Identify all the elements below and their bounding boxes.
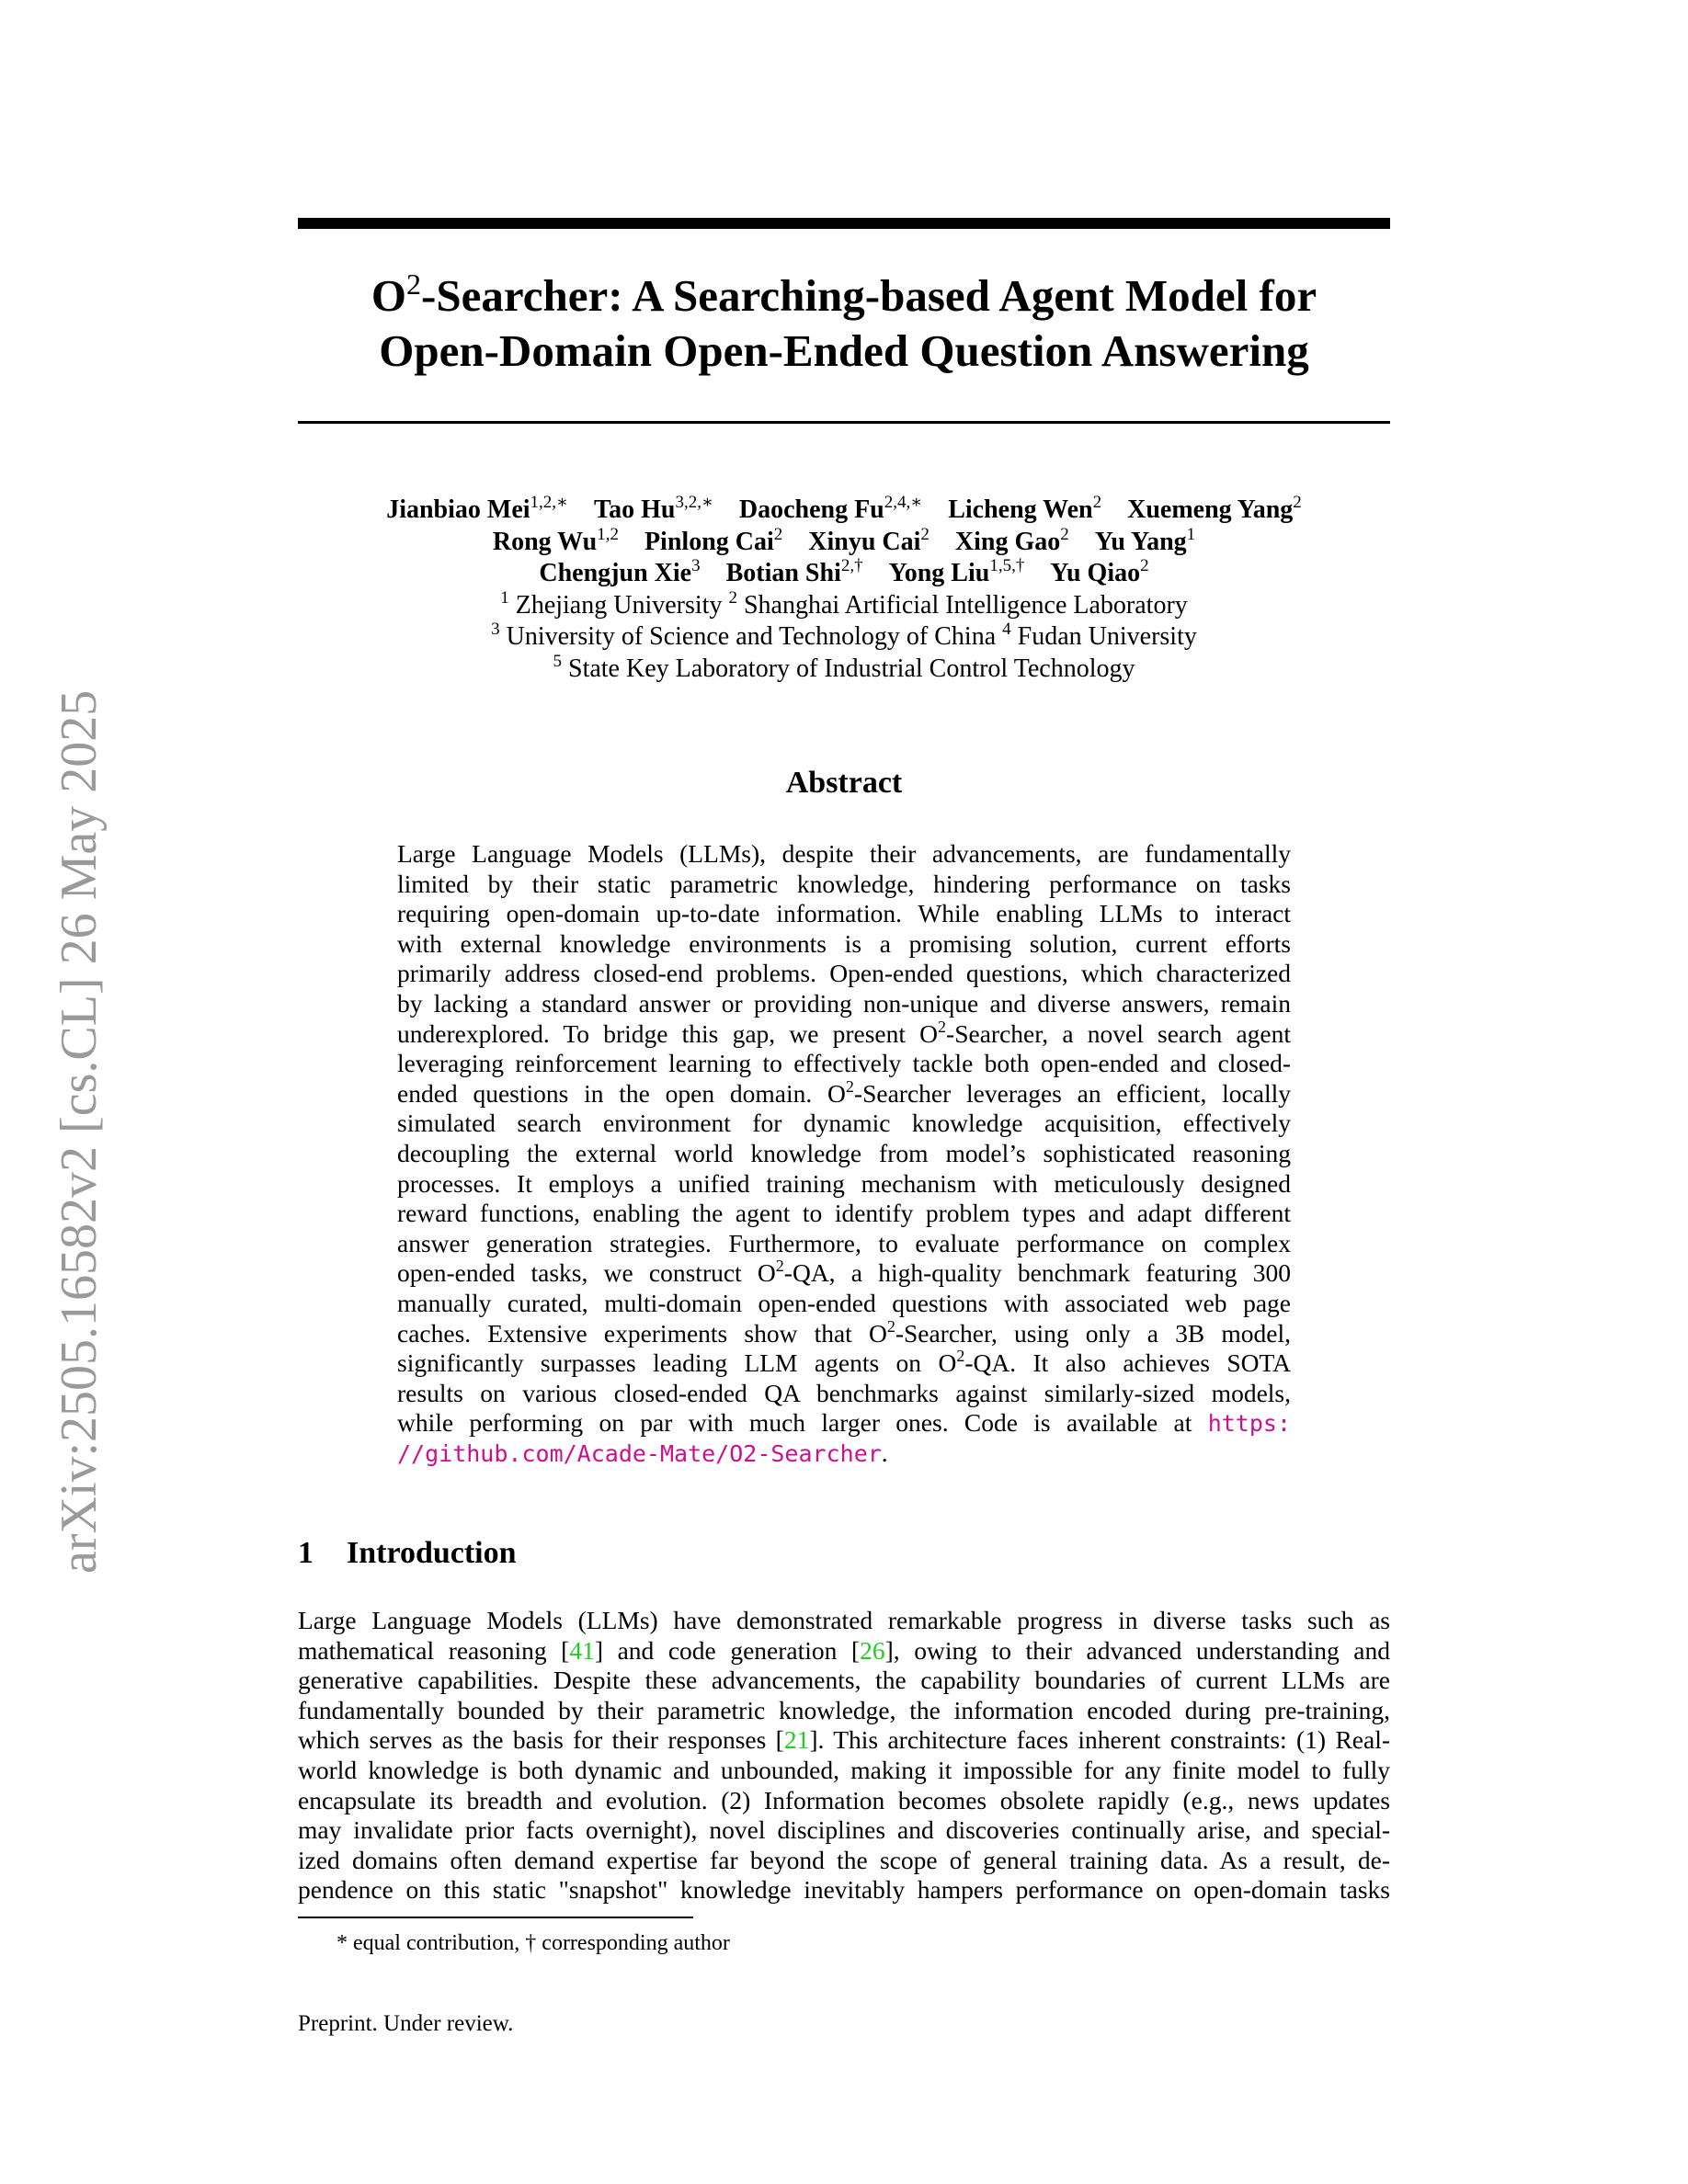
author-name: Rong Wu$^{1,2}$ xyxy=(492,524,619,556)
intro-line: generative capabilities. Despite these advancements, the capability boundaries of current LLMs are xyxy=(298,1666,1390,1695)
title-line-1 xyxy=(298,268,1390,324)
author-row xyxy=(298,495,1390,527)
section-number: 1 xyxy=(298,1536,314,1570)
abstract-line: requiring open-domain up-to-date information. While enabling LLMs to interact xyxy=(397,899,1291,928)
abstract-line: ended questions in the open domain. $O^2$-Searcher leverages an efficient, locally xyxy=(397,1076,1291,1108)
intro-line: mathematical reasoning [41] and code generation [26], owing to their advanced understanding and xyxy=(298,1635,1390,1665)
author-name: Jianbiao Mei$^{1,2,∗}$ xyxy=(386,493,568,524)
affiliation-line xyxy=(298,587,1390,622)
title-bottom-rule xyxy=(298,421,1390,424)
abstract-line: by lacking a standard answer or providing non-unique and diverse answers, remain xyxy=(397,988,1291,1018)
abstract-line: leveraging reinforcement learning to effectively tackle both open-ended and closed- xyxy=(397,1049,1291,1078)
author-affiliation-mark: 2 xyxy=(1140,556,1149,575)
abstract-line: limited by their static parametric knowledge, hindering performance on tasks xyxy=(397,869,1291,898)
author-name: Xing Gao$^2$ xyxy=(954,524,1069,556)
abstract-line: Large Language Models (LLMs), despite their advancements, are fundamentally xyxy=(397,839,1291,868)
title-o: O xyxy=(371,270,407,321)
aff-text: Fudan University xyxy=(1010,622,1197,651)
aff-number: 1 xyxy=(500,587,509,608)
abstract-line: //github.com/Acade-Mate/O2-Searcher. xyxy=(397,1438,888,1467)
intro-line: encapsulate its breadth and evolution. (2) Information becomes obsolete rapidly (e.g., news updates xyxy=(298,1785,1390,1814)
author-name: Xinyu Cai$^2$ xyxy=(808,524,930,556)
author-name: Botian Shi$^{2,\dagger}$ xyxy=(725,556,863,587)
intro-line: fundamentally bounded by their parametric knowledge, the information encoded during pre-training, xyxy=(298,1695,1390,1724)
author-affiliation-mark: 3 xyxy=(691,556,701,575)
author-row xyxy=(298,524,1390,559)
author-affiliation-mark: 1,2 xyxy=(597,524,619,544)
citation-link[interactable]: 26 xyxy=(860,1635,885,1665)
aff-number: 4 xyxy=(1002,620,1011,639)
introduction-body xyxy=(298,1606,1390,1905)
intro-line: pendence on this static "snapshot" knowledge inevitably hampers performance on open-domain tasks xyxy=(298,1875,1390,1905)
author-affiliation-mark: 2 xyxy=(920,524,930,544)
footnote-rule xyxy=(298,1917,693,1918)
aff-text: State Key Laboratory of Industrial Control Technology xyxy=(562,654,1135,683)
abstract-line: simulated search environment for dynamic knowledge acquisition, effectively xyxy=(397,1109,1291,1138)
author-affiliation-mark: 1,2,∗ xyxy=(530,493,568,512)
abstract-line: while performing on par with much larger ones. Code is available at https: xyxy=(397,1408,1291,1438)
arxiv-identifier: arXiv:2505.16582v2 [cs.CL] 26 May 2025 xyxy=(51,689,108,1574)
title-rest: -Searcher: A Searching-based Agent Model for xyxy=(421,270,1317,321)
aff-text: Shanghai Artificial Intelligence Laboratory xyxy=(736,590,1188,620)
author-name: Yu Qiao$^2$ xyxy=(1050,556,1149,587)
author-affiliation-mark: 2 xyxy=(1060,524,1069,544)
abstract-line: open-ended tasks, we construct $O^2-QA$, a high-quality benchmark featuring 300 xyxy=(397,1257,1291,1288)
author-name: Pinlong Cai$^2$ xyxy=(644,524,783,556)
author-affiliation-mark: 2,† xyxy=(840,556,863,575)
citation-link[interactable]: 41 xyxy=(569,1635,595,1665)
abstract-line: significantly surpasses leading LLM agents on $O^2-QA$. It also achieves SOTA xyxy=(397,1347,1291,1378)
author-affiliation-mark: 2 xyxy=(773,524,783,544)
title-line-2: Open-Domain Open-Ended Question Answering xyxy=(379,325,1309,376)
aff-number: 2 xyxy=(728,587,737,608)
aff-number: 5 xyxy=(553,651,562,671)
intro-line: may invalidate prior facts overnight), novel disciplines and discoveries continually arise, and special- xyxy=(298,1815,1390,1845)
abstract-line: primarily address closed-end problems. Open-ended questions, which characterized xyxy=(397,959,1291,988)
author-name: Licheng Wen$^2$ xyxy=(948,493,1102,524)
intro-line: Large Language Models (LLMs) have demonstrated remarkable progress in diverse tasks such as xyxy=(298,1606,1390,1634)
intro-line: world knowledge is both dynamic and unbounded, making it impossible for any finite model to fully xyxy=(298,1755,1390,1784)
author-name: Xuemeng Yang$^2$ xyxy=(1127,493,1302,524)
code-link[interactable]: https: xyxy=(1207,1410,1291,1438)
abstract-line: reward functions, enabling the agent to identify problem types and adapt different xyxy=(397,1199,1291,1228)
intro-line: ized domains often demand expertise far beyond the scope of general training data. As a result, de- xyxy=(298,1845,1390,1874)
abstract-heading: Abstract xyxy=(785,766,903,800)
author-name: Yong Liu$^{1,5,\dagger}$ xyxy=(888,556,1025,587)
author-block xyxy=(298,495,1390,685)
citation-link[interactable]: 21 xyxy=(783,1725,810,1755)
author-affiliation-mark: 1 xyxy=(1186,524,1196,544)
aff-text: University of Science and Technology of China xyxy=(499,622,1003,651)
author-affiliation-mark: 2,4,∗ xyxy=(884,493,923,512)
author-affiliation-mark: 2 xyxy=(1092,493,1102,512)
abstract-line: decoupling the external world knowledge from model’s sophisticated reasoning xyxy=(397,1138,1291,1167)
author-affiliation-mark: 2 xyxy=(1293,493,1302,512)
author-name: Chengjun Xie$^3$ xyxy=(539,556,701,587)
author-name: Daocheng $Fu^{2,4,∗}$ xyxy=(738,493,923,524)
title-top-rule xyxy=(298,218,1390,229)
author-row xyxy=(298,558,1390,590)
aff-number: 3 xyxy=(491,620,500,639)
author-affiliation-mark: 3,2,∗ xyxy=(675,493,713,512)
author-name: Tao $Hu^{3,2,∗}$ xyxy=(593,493,713,524)
abstract-body xyxy=(397,839,1291,1468)
code-link[interactable]: //github.com/Acade-Mate/O2-Searcher xyxy=(397,1439,882,1467)
abstract-line: underexplored. To bridge this gap, we present $O^2$-Searcher, a novel search agent xyxy=(397,1017,1291,1048)
footnote: * equal contribution, † corresponding author xyxy=(336,1931,730,1955)
section-title: Introduction xyxy=(347,1536,517,1570)
abstract-line: with external knowledge environments is a promising solution, current efforts xyxy=(397,928,1291,958)
affiliation-line xyxy=(298,621,1390,654)
section-heading-introduction xyxy=(298,1535,1390,1572)
author-name: Yu Yang$^1$ xyxy=(1094,524,1196,556)
preprint-note: Preprint. Under review. xyxy=(298,2011,514,2036)
affiliation-line xyxy=(298,651,1390,686)
abstract-line: manually curated, multi-domain open-ended questions with associated web page xyxy=(397,1288,1291,1317)
title-sup: 2 xyxy=(406,267,422,301)
abstract-line: answer generation strategies. Furthermore, to evaluate performance on complex xyxy=(397,1228,1291,1257)
author-affiliation-mark: 1,5,† xyxy=(989,556,1025,575)
intro-line: which serves as the basis for their responses [21]. This architecture faces inherent constraints: (1) Real- xyxy=(298,1725,1390,1755)
abstract-line: caches. Extensive experiments show that $O^2$-Searcher, using only a 3B model, xyxy=(397,1316,1291,1348)
abstract-line: processes. It employs a unified training mechanism with meticulously designed xyxy=(397,1168,1291,1198)
abstract-line: results on various closed-ended QA benchmarks against similarly-sized models, xyxy=(397,1378,1291,1407)
aff-text: Zhejiang University xyxy=(508,590,729,620)
paper-title xyxy=(298,268,1390,379)
